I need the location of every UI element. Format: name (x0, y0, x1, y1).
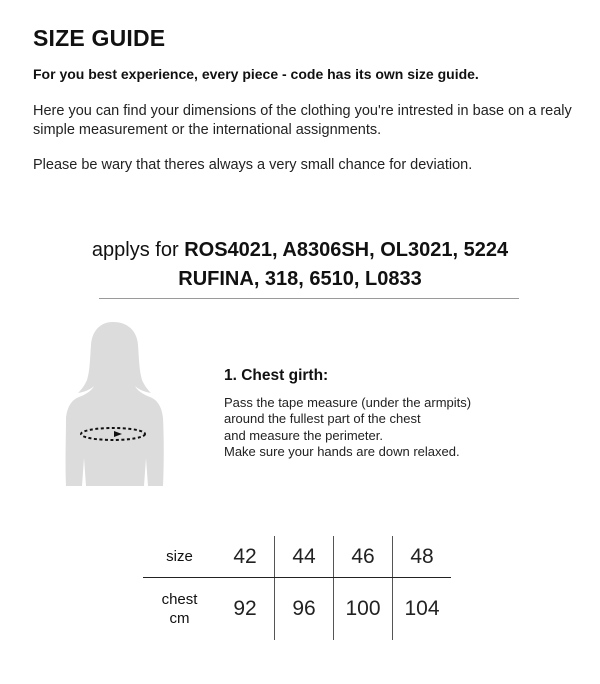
product-codes-line-1: ROS4021, A8306SH, OL3021, 5224 (184, 239, 509, 261)
chest-cell: 92 (233, 597, 257, 620)
chest-row-label (143, 578, 216, 641)
applies-to-block (0, 236, 600, 294)
instruction-line: and measure the perimeter. (224, 427, 383, 443)
intro-text: For you best experience, every piece - code has its own size guide. (33, 66, 479, 82)
applies-line-1 (0, 236, 600, 265)
instruction-line: Pass the tape measure (under the armpits) (224, 395, 472, 410)
unit-label: cm (169, 610, 190, 627)
chest-girth-instructions (224, 367, 471, 461)
applies-prefix: applys for (91, 239, 179, 261)
instruction-line: Make sure your hands are down relaxed. (224, 444, 460, 460)
description-paragraph: Here you can find your dimensions of the clothing you're intrested in base on a realy simple measurement or the international assignments. (33, 103, 572, 138)
applies-line-2 (0, 265, 600, 294)
page-title: SIZE GUIDE (33, 25, 166, 51)
size-table (143, 536, 451, 640)
divider (99, 298, 519, 299)
chest-cell: 100 (334, 578, 393, 641)
size-cell: 46 (334, 536, 393, 578)
chest-cell: 96 (275, 578, 334, 641)
size-cell: 48 (393, 536, 452, 578)
tape-measure-icon (78, 424, 148, 444)
torso-silhouette-icon (60, 318, 170, 493)
deviation-note: Please be wary that theres always a very small chance for deviation. (33, 157, 473, 173)
size-row-label: size (143, 536, 216, 578)
chest-cell: 104 (393, 578, 452, 641)
measurement-heading: 1. Chest girth: (224, 367, 329, 384)
product-codes-line-2: RUFINA, 318, 6510, L0833 (178, 268, 422, 290)
chest-label: chest (161, 591, 198, 608)
size-cell: 42 (216, 536, 275, 578)
table-row-chest (143, 578, 451, 641)
size-cell: 44 (275, 536, 334, 578)
table-row-size (143, 536, 451, 578)
instruction-line: around the fullest part of the chest (224, 411, 421, 427)
